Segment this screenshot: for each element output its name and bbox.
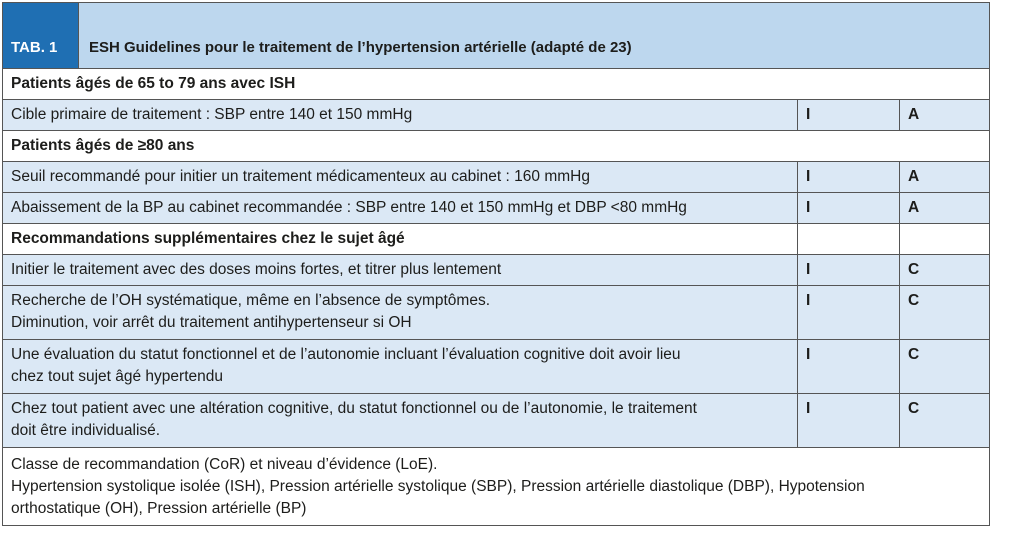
class-of-recommendation <box>797 224 899 254</box>
section-heading: Patients âgés de ≥80 ans <box>11 137 195 154</box>
class-of-recommendation: I <box>797 162 899 192</box>
recommendation-text <box>3 394 797 447</box>
footnote-line: Classe de recommandation (CoR) et niveau d’évidence (LoE). <box>11 456 438 473</box>
table-footnote <box>3 448 989 525</box>
recommendation-line: Diminution, voir arrêt du traitement antihypertenseur si OH <box>11 314 412 331</box>
level-of-evidence <box>899 224 989 254</box>
recommendation-text: Cible primaire de traitement : SBP entre 140 et 150 mmHg <box>11 106 413 123</box>
level-of-evidence: C <box>899 255 989 285</box>
class-of-recommendation: I <box>797 255 899 285</box>
class-of-recommendation: I <box>797 100 899 130</box>
level-of-evidence: C <box>899 394 989 447</box>
table-number-label: TAB. 1 <box>3 3 78 68</box>
table-row <box>3 340 989 394</box>
level-of-evidence: A <box>899 162 989 192</box>
table-row <box>3 100 989 131</box>
recommendation-text <box>3 286 797 339</box>
recommendation-line: Recherche de l’OH systématique, même en l’absence de symptômes. <box>11 292 490 309</box>
recommendation-text <box>3 340 797 393</box>
section-row-additional <box>3 224 989 255</box>
footnote-line: Hypertension systolique isolée (ISH), Pression artérielle systolique (SBP), Pression artérielle diastolique (DBP), Hypotension <box>11 478 865 495</box>
section-heading: Recommandations supplémentaires chez le sujet âgé <box>11 230 405 247</box>
section-heading: Patients âgés de 65 to 79 ans avec ISH <box>11 75 296 92</box>
recommendation-line: doit être individualisé. <box>11 422 161 439</box>
table-row <box>3 394 989 448</box>
recommendation-text: Abaissement de la BP au cabinet recommandée : SBP entre 140 et 150 mmHg et DBP <80 mmHg <box>11 199 687 216</box>
footnote-text <box>3 450 989 525</box>
recommendation-line: Chez tout patient avec une altération cognitive, du statut fonctionnel ou de l’autonomie, le traitement <box>11 400 697 417</box>
class-of-recommendation: I <box>797 193 899 223</box>
recommendation-line: Une évaluation du statut fonctionnel et de l’autonomie incluant l’évaluation cognitive doit avoir lieu <box>11 346 681 363</box>
level-of-evidence: C <box>899 340 989 393</box>
level-of-evidence: C <box>899 286 989 339</box>
table-row <box>3 286 989 340</box>
class-of-recommendation: I <box>797 394 899 447</box>
table-title: ESH Guidelines pour le traitement de l’hypertension artérielle (adapté de 23) <box>78 3 989 68</box>
table-header <box>3 3 989 69</box>
class-of-recommendation: I <box>797 286 899 339</box>
class-of-recommendation: I <box>797 340 899 393</box>
section-row-65-79 <box>3 69 989 100</box>
table-row <box>3 162 989 193</box>
level-of-evidence: A <box>899 100 989 130</box>
table-row <box>3 193 989 224</box>
footnote-line: orthostatique (OH), Pression artérielle (BP) <box>11 500 307 517</box>
section-row-80-plus <box>3 131 989 162</box>
table-row <box>3 255 989 286</box>
recommendation-line: chez tout sujet âgé hypertendu <box>11 368 223 385</box>
guidelines-table <box>2 2 990 526</box>
recommendation-text: Seuil recommandé pour initier un traitement médicamenteux au cabinet : 160 mmHg <box>11 168 590 185</box>
recommendation-text: Initier le traitement avec des doses moins fortes, et titrer plus lentement <box>11 261 502 278</box>
level-of-evidence: A <box>899 193 989 223</box>
